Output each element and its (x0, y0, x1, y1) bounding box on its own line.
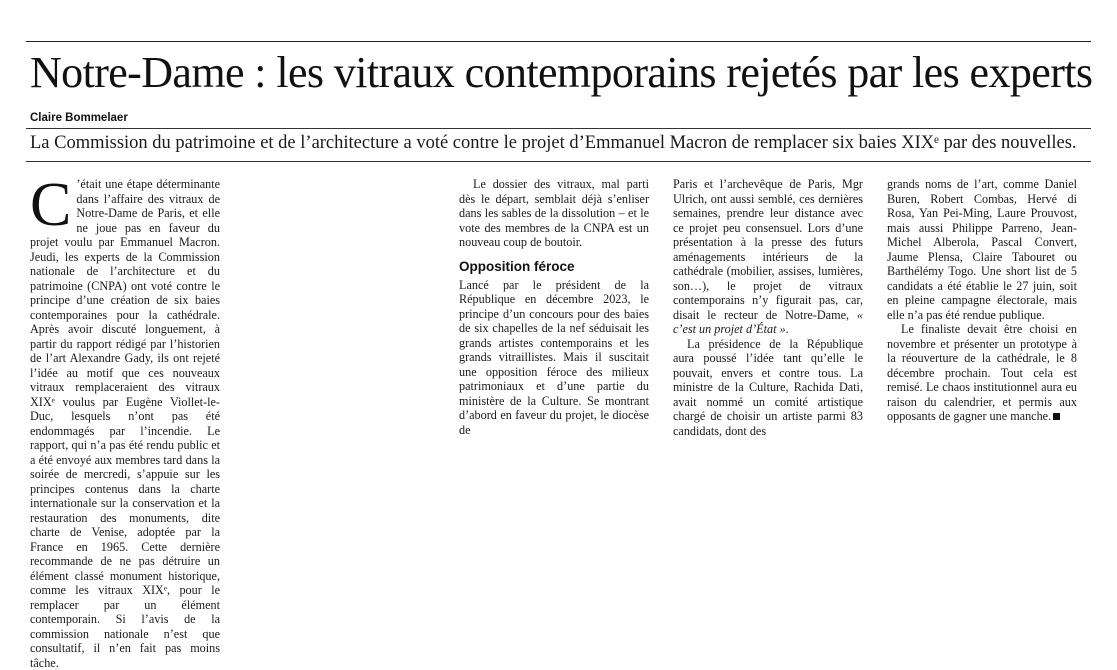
column-3 (459, 177, 649, 437)
drop-cap: C (30, 171, 72, 239)
paragraph-1 (30, 171, 220, 670)
author-byline: Claire Bommelaer (30, 112, 128, 124)
top-rule (26, 41, 1091, 42)
column-5 (887, 177, 1077, 424)
paragraph-2: Le dossier des vitraux, mal parti dès le départ, semblait déjà s’enliser dans les sables de la dissolution – et le vote des membres de la CNPA est un nouveau coup de boutoir. (459, 177, 649, 249)
paragraph-5 (887, 322, 1077, 424)
quote: « c’est un projet d’État » (673, 307, 864, 336)
column-1 (30, 171, 220, 670)
paragraph-3-start: Lancé par le président de la République en décembre 2023, le principe d’un concours pour des baies de six chapelles de la nef séduisait les grands artistes contemporains et les grands vitraillistes. Mais il suscitait une opposition féroce des milieux patrimoniaux et d’une partie du ministère de la Culture. Se montrant d’abord en faveur du projet, le diocèse de (459, 277, 649, 437)
paragraph-4: La présidence de la République aura poussé l’idée tant qu’elle le pouvait, envers et contre tous. La ministre de la Culture, Rachida Dati, avait nommé un comité artistique chargé de choisir un artiste parmi 83 candidats, dont des (673, 336, 863, 438)
paragraph-5-text: Le finaliste devait être choisi en novembre et présenter un prototype à la réouverture de la cathédrale, le 8 décembre prochain. Tout cela est remisé. Le chaos institutionnel aura eu raison du calendrier, et permis aux opposants de gagner une manche. (887, 322, 1077, 423)
paragraph-1-text: ’était une étape déterminante dans l’affaire des vitraux de Notre-Dame de Paris, et elle ne joue pas en faveur du projet voulu par Emmanuel Macron. Jeudi, les experts de la Commission nationale de l’architecture et du patrimoine (CNPA) ont voté contre le principe d’une création de six baies contemporaines pour la cathédrale. Après avoir discuté longuement, à partir du rapport rédigé par l’historien de l’art Alexandre Gady, ils ont rejeté l’idée au motif que ces nouveaux vitraux remplaceraient des vitraux XIXᵉ voulus par Eugène Viollet-le-Duc, lesquels n’ont pas été endommagés par l’incendie. Le rapport, qui n’a pas été rendu public et a été envoyé aux membres tard dans la soirée de mercredi, s’appuie sur les principes contenus dans la charte internationale sur la conservation et la restauration des monuments, dite charte de Venise, adoptée par la France en 1965. Cette dernière recommande de ne pas détruire un élément classé monument historique, comme les vitraux XIXᵉ, pour le remplacer par un élément contemporain. Si l’avis de la commission nationale n’est que consultatif, il n’en fait pas moins tâche. (30, 177, 220, 670)
standfirst: La Commission du patrimoine et de l’architecture a voté contre le projet d’Emmanuel Macron de remplacer six baies XIXᵉ par des nouvelles. (30, 133, 1077, 153)
paragraph-4-continued: grands noms de l’art, comme Daniel Buren, Robert Combas, Hervé di Rosa, Yan Pei-Ming, Laure Prouvost, mais aussi Philippe Parreno, Jean-Michel Alberola, Pascal Convert, Jaume Plensa, Claire Tabouret ou Barthélémy Togo. Une short list de 5 candidats a été établie le 27 juin, soit en pleine campagne électorale, mais elle n’a pas été rendue publique. (887, 177, 1077, 322)
article-title: Notre-Dame : les vitraux contemporains rejetés par les experts (30, 48, 1093, 97)
paragraph-3-end-text: Paris et l’archevêque de Paris, Mgr Ulrich, ont aussi semblé, ces dernières semaines, prendre leur distance avec ce projet peu consensuel. Lors d’une présentation à la presse des futurs aménagements intérieurs de la cathédrale (mobilier, assises, lumières, son…), le projet de vitraux contemporains n’y figurait pas, car, disait le recteur de Notre-Dame, (673, 177, 863, 322)
column-4 (673, 177, 863, 438)
subheading: Opposition féroce (459, 258, 575, 274)
divider (26, 161, 1091, 162)
divider (26, 128, 1091, 129)
end-of-article-mark (1053, 413, 1060, 420)
paragraph-3-end-period: . (785, 322, 789, 336)
paragraph-3-end (673, 177, 863, 337)
